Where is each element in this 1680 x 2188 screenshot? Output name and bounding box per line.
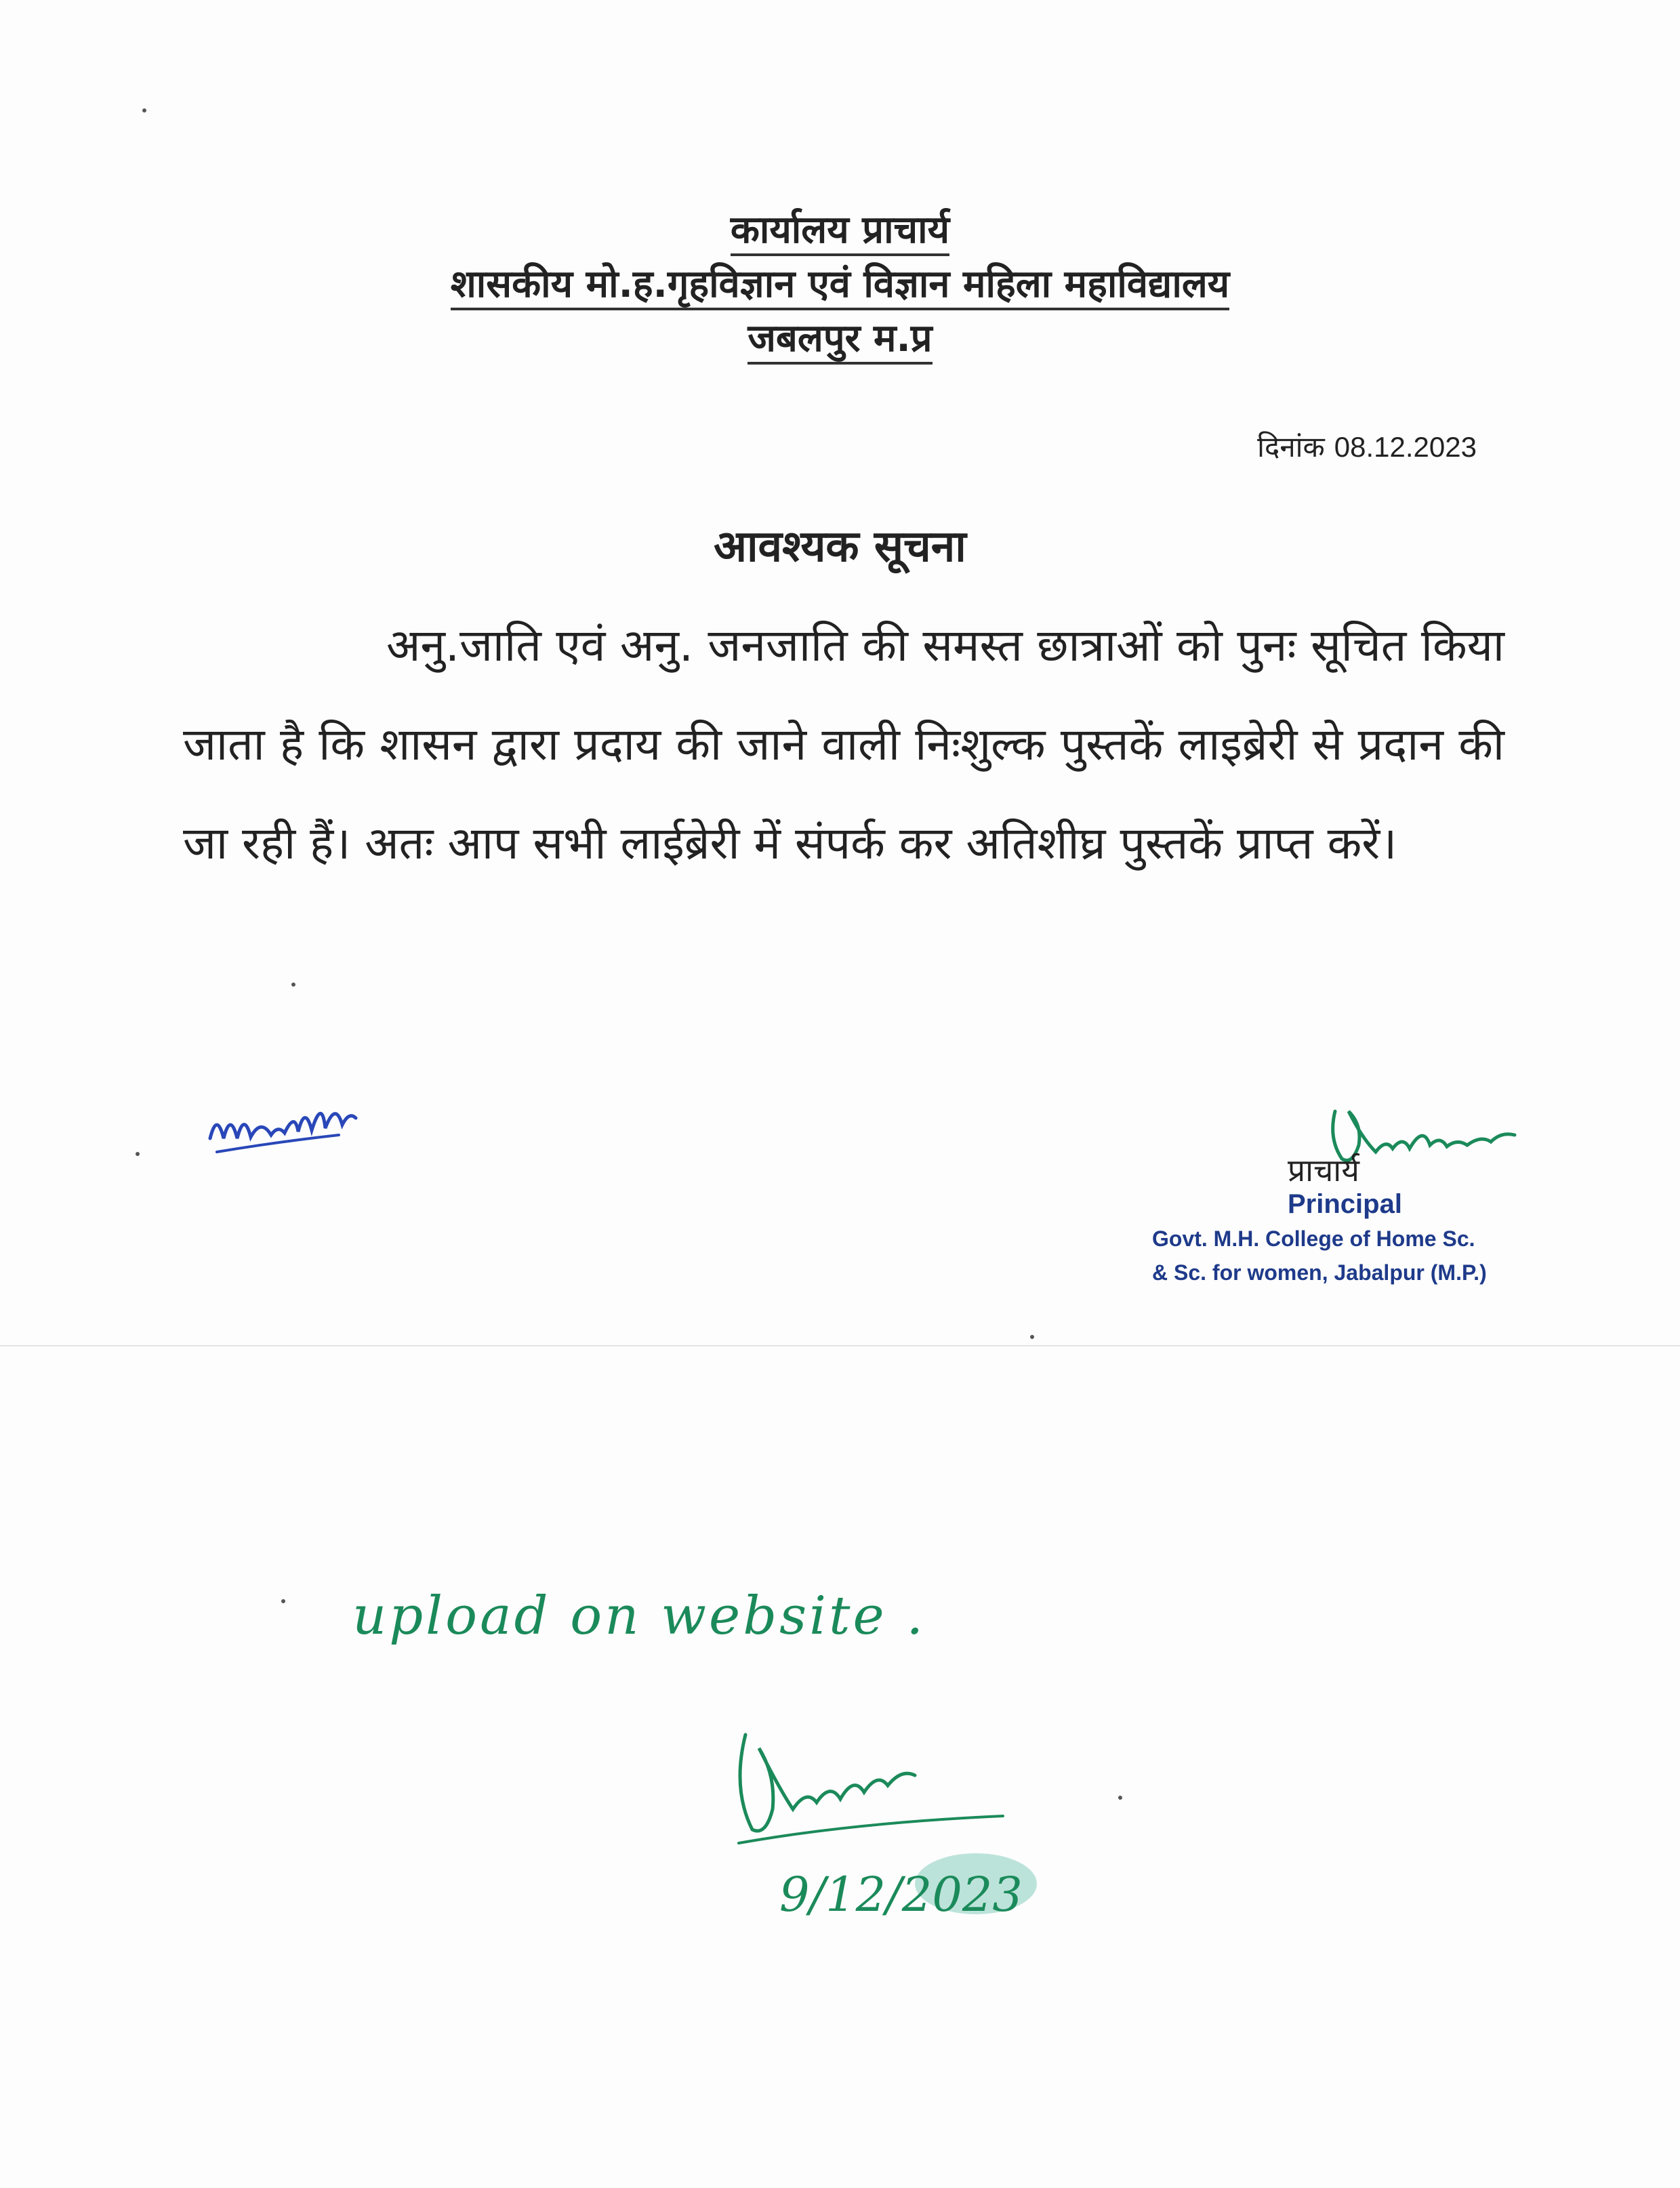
college-stamp-line-2: & Sc. for women, Jabalpur (M.P.) [1152,1260,1487,1285]
scan-speck [142,108,146,112]
principal-hindi-label: प्राचार्य [1288,1152,1359,1189]
scan-speck [1030,1335,1034,1339]
principal-english-label: Principal [1288,1189,1402,1219]
scan-speck [281,1599,285,1603]
scan-speck [291,983,295,987]
scan-speck [1118,1796,1122,1800]
header-office-title: कार्यालय प्राचार्य [0,203,1680,257]
bottom-signature-with-date [718,1708,1057,1924]
college-stamp-line-1: Govt. M.H. College of Home Sc. [1152,1226,1475,1251]
date-value: 08.12.2023 [1334,431,1477,463]
left-signature-mark [203,1071,366,1165]
principal-stamp [1152,1152,1593,1287]
paper-fold-line [0,1345,1680,1346]
svg-text:9/12/2023: 9/12/2023 [779,1867,1023,1922]
handwritten-upload-note: upload on website . [352,1586,926,1647]
office-header [0,203,1680,366]
notice-title: आवश्यक सूचना [714,522,966,572]
notice-body: अनु.जाति एवं अनु. जनजाति की समस्त छात्राओं को पुनः सूचित किया जाता है कि शासन द्वारा प्रदाय की जाने वाली निःशुल्क पुस्तकें लाइब्रेरी से प्रदान की जा रही हैं। अतः आप सभी लाईब्रेरी में संपर्क कर अतिशीघ्र पुस्तकें प्राप्त करें। [183,619,1504,869]
header-college-name: शासकीय मो.ह.गृहविज्ञान एवं विज्ञान महिला महाविद्यालय [0,257,1680,312]
header-city: जबलपुर म.प्र [0,312,1680,366]
date-row [1257,427,1477,466]
date-label: दिनांक [1257,430,1325,463]
scan-speck [136,1152,140,1156]
